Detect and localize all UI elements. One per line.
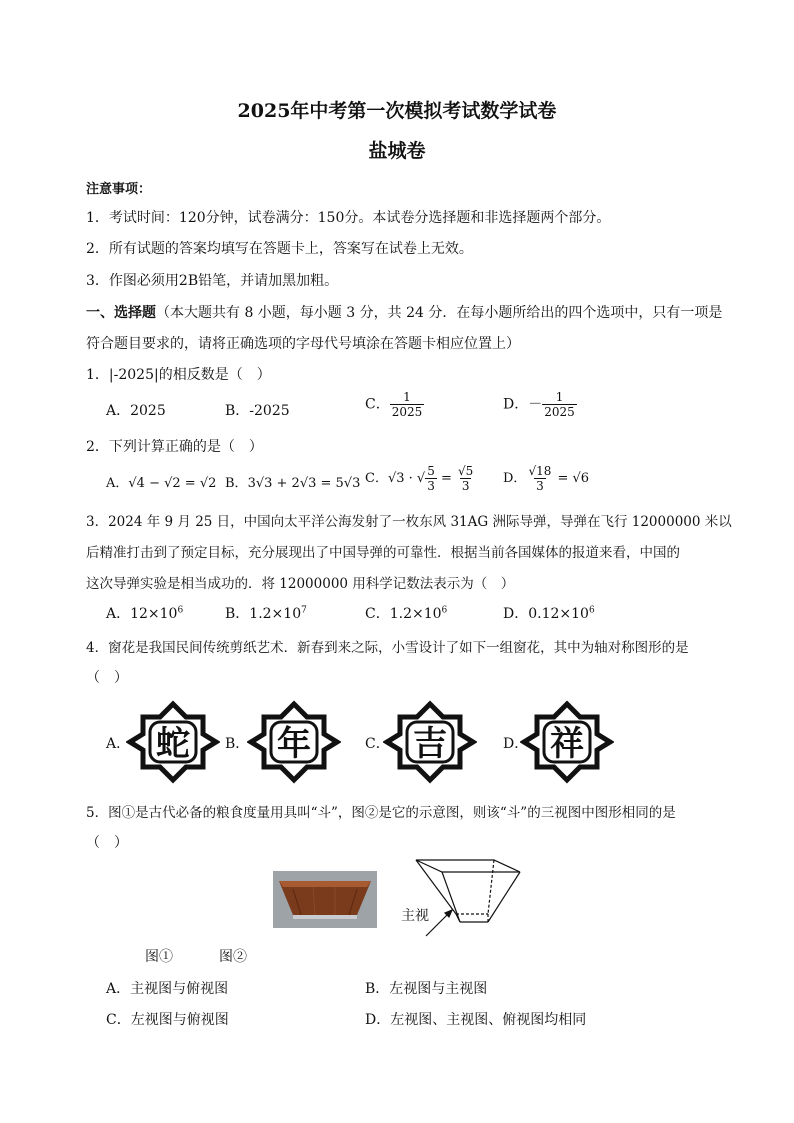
- q1-option-b: B．-2025: [225, 403, 290, 419]
- q3-line-3: 这次导弹实验是相当成功的．将 12000000 用科学记数法表示为（ ）: [86, 576, 515, 592]
- dou-schematic-diagram: [398, 856, 528, 940]
- q3-line-2: 后精准打击到了预定目标，充分展现出了中国导弹的可靠性．根据当前各国媒体的报道来看，中国的: [86, 545, 680, 561]
- window-char: 祥: [550, 724, 584, 764]
- section1-desc-line2: 符合题目要求的，请将正确选项的字母代号填涂在答题卡相应位置上）: [86, 336, 520, 352]
- figure-2-caption: 图②: [219, 949, 247, 965]
- window-flower-she: [126, 700, 220, 784]
- q2-option-b: [225, 472, 360, 491]
- q5-line-2: （ ）: [86, 835, 128, 851]
- q5-option-b: B．左视图与主视图: [365, 981, 488, 997]
- q1-option-d: [503, 390, 577, 419]
- q3-option-a: [106, 603, 183, 623]
- exponent: 6: [441, 605, 448, 616]
- q1-option-a: A．2025: [106, 403, 166, 419]
- section1-intro: [86, 302, 722, 322]
- q2-option-a: [106, 472, 216, 491]
- q2-option-d: [503, 464, 589, 493]
- q2-option-c-fraction-1: [425, 464, 437, 493]
- section1-label: 一、选择题: [86, 305, 156, 321]
- q5-option-d: D．左视图、主视图、俯视图均相同: [365, 1012, 587, 1028]
- q3-option-a-text: A．12×10: [106, 606, 178, 622]
- fraction-denominator: 2025: [391, 405, 423, 419]
- exponent: 7: [301, 605, 307, 616]
- dou-photo-image: [273, 871, 377, 928]
- window-flower-nian: [247, 700, 341, 784]
- q4-option-a-label: A．: [106, 736, 131, 752]
- q2-option-d-fraction: [526, 464, 553, 493]
- page-title: 2025年中考第一次模拟考试数学试卷: [237, 100, 557, 122]
- q3-option-b: [225, 603, 307, 623]
- q1-option-d-prefix: D．－: [503, 396, 543, 413]
- q3-option-b-text: B．1.2×10: [225, 606, 302, 622]
- q4-line-2: （ ）: [86, 670, 128, 686]
- fraction-numerator: 1: [403, 390, 411, 404]
- q3-option-c-text: C．1.2×10: [365, 606, 442, 622]
- q1-option-c-fraction: [390, 390, 425, 419]
- notice-item-2: 2．所有试题的答案均填写在答题卡上，答案写在试卷上无效。: [86, 241, 473, 257]
- q4-option-d-label: D．: [503, 736, 529, 752]
- q3-option-d-text: D．0.12×10: [503, 606, 589, 622]
- equals-sign: =: [440, 471, 452, 486]
- window-flower-xiang: [520, 700, 614, 784]
- q4-line-1: 4．窗花是我国民间传统剪纸艺术．新春到来之际，小雪设计了如下一组窗花，其中为轴对称图形的是: [86, 640, 689, 656]
- exponent: 6: [588, 605, 595, 616]
- q1-option-c: [365, 390, 424, 419]
- q3-option-c: [365, 603, 447, 623]
- window-char: 年: [277, 724, 311, 764]
- q2-option-c: [365, 464, 475, 493]
- q2-option-c-fraction-2: [456, 464, 475, 493]
- q3-line-1: 3．2024 年 9 月 25 日，中国向太平洋公海发射了一枚东风 31AG 洲际导弹，导弹在飞行 12000000 米以: [86, 514, 732, 530]
- window-char: 蛇: [156, 724, 190, 764]
- q2-option-d-prefix: D．: [503, 471, 527, 486]
- window-char: 吉: [413, 724, 447, 764]
- notice-item-3: 3．作图必须用2B铅笔，并请加黑加粗。: [86, 273, 339, 289]
- fraction-numerator: √5: [458, 464, 474, 478]
- q2-option-d-result: = √6: [557, 471, 590, 486]
- window-flower-ji: [383, 700, 477, 784]
- q2-option-b-prefix: B．: [225, 476, 248, 491]
- notice-item-1: 1．考试时间：120分钟，试卷满分：150分。本试卷分选择题和非选择题两个部分。: [86, 210, 611, 226]
- q5-option-c: C．左视图与俯视图: [106, 1012, 229, 1028]
- q3-option-d: [503, 603, 595, 623]
- q2-option-c-prefix: C．: [365, 471, 388, 486]
- figure-1-caption: 图①: [145, 949, 173, 965]
- q1-stem: 1．|-2025|的相反数是（ ）: [86, 367, 271, 383]
- front-view-label: 主视: [401, 908, 429, 924]
- section1-desc-line1: （本大题共有 8 小题，每小题 3 分，共 24 分．在每小题所给出的四个选项中，只有一项是: [156, 305, 723, 321]
- q2-stem: 2．下列计算正确的是（ ）: [86, 439, 263, 455]
- exponent: 6: [177, 605, 184, 616]
- fraction-denominator: 3: [461, 479, 470, 493]
- fraction-denominator: 2025: [544, 405, 575, 419]
- notice-heading: 注意事项：: [86, 182, 152, 197]
- fraction-numerator: 1: [555, 390, 564, 404]
- q2-option-a-expr: √4 − √2 = √2: [128, 476, 217, 491]
- q2-option-a-prefix: A．: [106, 476, 129, 491]
- fraction-numerator: 5: [427, 464, 435, 478]
- q1-option-d-fraction: [542, 390, 577, 419]
- q4-option-c-label: C．: [365, 736, 390, 752]
- q4-option-b-label: B．: [225, 736, 250, 752]
- q2-option-b-expr: 3√3 + 2√3 = 5√3: [247, 476, 361, 491]
- fraction-denominator: 3: [427, 479, 435, 493]
- fraction-numerator: √18: [528, 464, 552, 478]
- q2-option-c-expr: √3 · √: [387, 471, 426, 486]
- fraction-denominator: 3: [536, 479, 544, 493]
- q1-option-c-prefix: C．: [365, 396, 390, 413]
- q5-option-a: A．主视图与俯视图: [106, 981, 229, 997]
- q5-line-1: 5．图①是古代必备的粮食度量用具叫“斗”，图②是它的示意图，则该“斗”的三视图中图形相同的是: [86, 805, 676, 821]
- page-subtitle: 盐城卷: [368, 140, 426, 162]
